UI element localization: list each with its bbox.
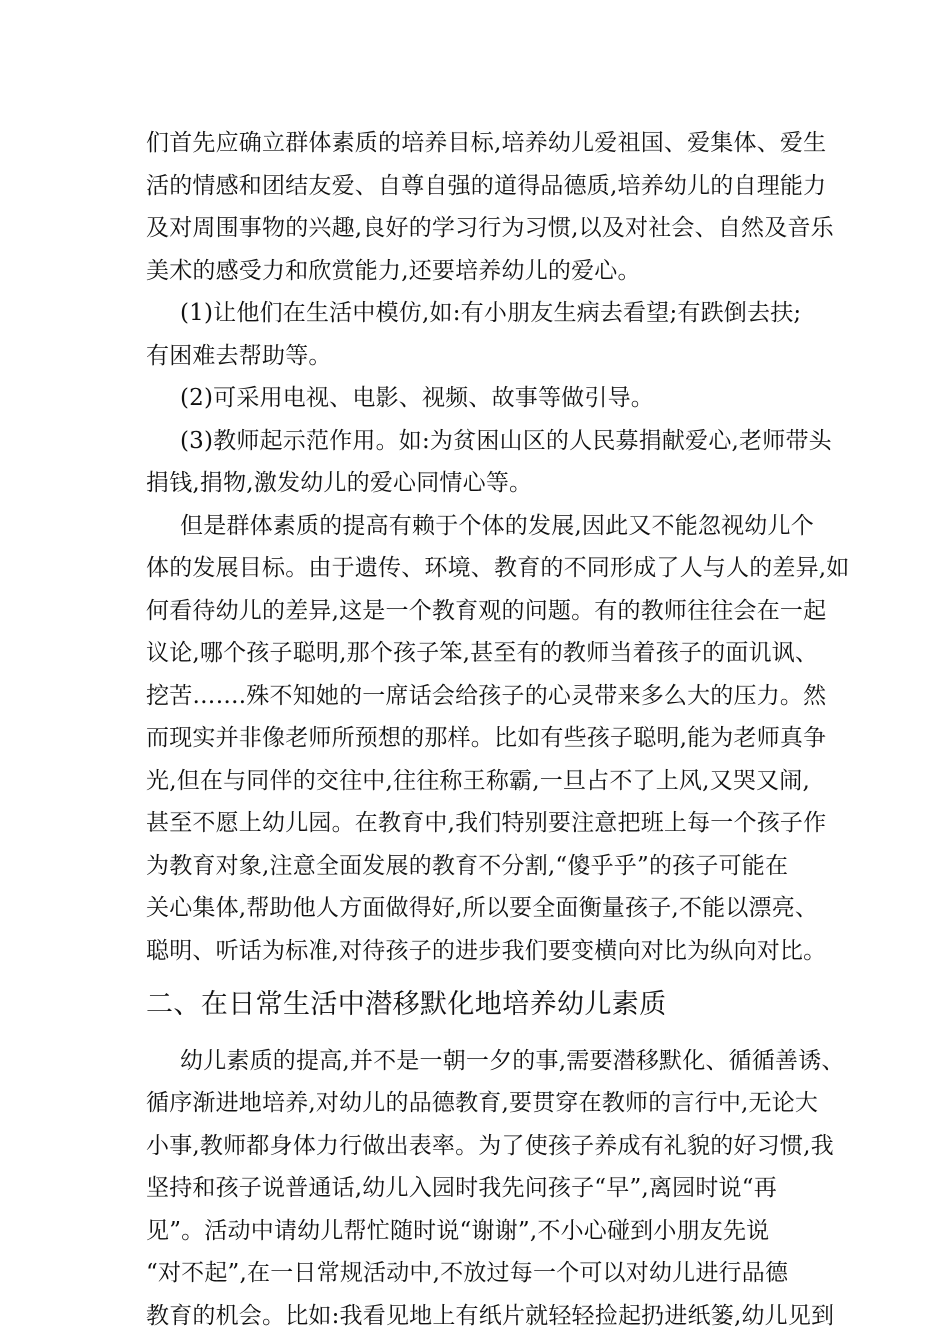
paragraph-line: 活的情感和团结友爱、自尊自强的道得品德质,培养幼儿的自理能力	[146, 172, 827, 199]
paragraph-line: 聪明、听话为标准,对待孩子的进步我们要变横向对比为纵向对比。	[146, 937, 827, 964]
paragraph-line: 教育的机会。比如:我看见地上有纸片就轻轻捡起扔进纸篓,幼儿见到	[146, 1303, 835, 1329]
list-item: (1)让他们在生活中模仿,如:有小朋友生病去看望;有跌倒去扶;	[180, 300, 802, 327]
paragraph-line: 甚至不愿上幼儿园。在教育中,我们特别要注意把班上每一个孩子作	[146, 810, 827, 837]
paragraph-line: 幼儿素质的提高,并不是一朝一夕的事,需要潜移默化、循循善诱、	[180, 1047, 845, 1074]
paragraph-line: 及对周围事物的兴趣,良好的学习行为习惯,以及对社会、自然及音乐	[146, 215, 834, 242]
paragraph-line: 小事,教师都身体力行做出表率。为了使孩子养成有礼貌的好习惯,我	[146, 1132, 834, 1159]
paragraph-line: 挖苦…….殊不知她的一席话会给孩子的心灵带来多么大的压力。然	[146, 682, 827, 709]
paragraph-line: 们首先应确立群体素质的培养目标,培养幼儿爱祖国、爱集体、爱生	[146, 130, 827, 156]
paragraph-line: 但是群体素质的提高有赖于个体的发展,因此又不能忽视幼儿个	[180, 512, 814, 539]
list-item-continuation: 捐钱,捐物,激发幼儿的爱心同情心等。	[146, 470, 533, 497]
paragraph-line: 而现实并非像老师所预想的那样。比如有些孩子聪明,能为老师真争	[146, 725, 827, 752]
list-item: (2)可采用电视、电影、视频、故事等做引导。	[180, 385, 654, 412]
paragraph-line: 坚持和孩子说普通话,幼儿入园时我先问孩子“早”,离园时说“再	[146, 1175, 777, 1202]
paragraph-line: 体的发展目标。由于遗传、环境、教育的不同形成了人与人的差异,如	[146, 555, 850, 582]
paragraph-line: 何看待幼儿的差异,这是一个教育观的问题。有的教师往往会在一起	[146, 597, 827, 624]
paragraph-line: 关心集体,帮助他人方面做得好,所以要全面衡量孩子,不能以漂亮、	[146, 895, 819, 922]
section-heading: 二、在日常生活中潜移默化地培养幼儿素质	[146, 988, 667, 1020]
paragraph-line: “对不起”,在一日常规活动中,不放过每一个可以对幼儿进行品德	[146, 1260, 789, 1287]
list-item: (3)教师起示范作用。如:为贫困山区的人民募捐献爱心,老师带头	[180, 427, 832, 454]
paragraph-line: 美术的感受力和欣赏能力,还要培养幼儿的爱心。	[146, 257, 641, 284]
paragraph-line: 光,但在与同伴的交往中,往往称王称霸,一旦占不了上风,又哭又闹,	[146, 767, 810, 794]
paragraph-line: 循序渐进地培养,对幼儿的品德教育,要贯穿在教师的言行中,无论大	[146, 1090, 819, 1117]
paragraph-line: 为教育对象,注意全面发展的教育不分割,“傻乎乎”的孩子可能在	[146, 852, 789, 879]
list-item-continuation: 有困难去帮助等。	[146, 342, 332, 369]
paragraph-line: 议论,哪个孩子聪明,那个孩子笨,甚至有的教师当着孩子的面讥讽、	[146, 640, 819, 667]
paragraph-line: 见”。活动中请幼儿帮忙随时说“谢谢”,不小心碰到小朋友先说	[146, 1217, 770, 1244]
